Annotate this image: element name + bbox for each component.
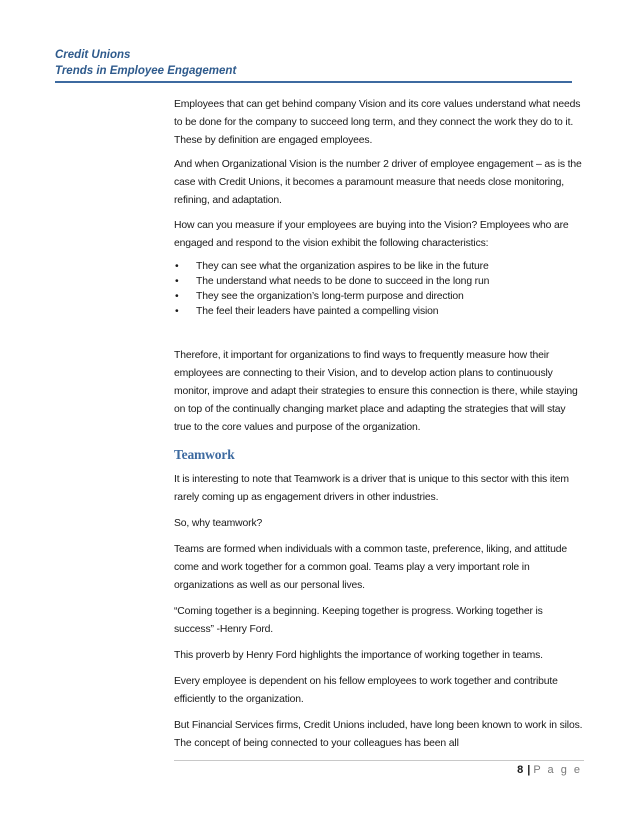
paragraph-quote: “Coming together is a beginning. Keeping together is progress. Working together is success” -Henry Ford. xyxy=(174,606,543,635)
page-body xyxy=(174,96,584,753)
page-number: 8 xyxy=(517,764,524,776)
page-label: P a g e xyxy=(533,764,582,776)
paragraph-therefore: Therefore, it important for organizations to find ways to frequently measure how their employees are connecting to their Vision, and to develop action plans to continuously monitor, improve and adapt their strategies to ensure this connection is there, while staying on top of the continually changing market place and adapting the strategies that will stay true to the core values and purpose of the organization. xyxy=(174,350,578,433)
header-divider xyxy=(55,81,572,83)
characteristics-list xyxy=(174,259,584,319)
footer-divider xyxy=(174,760,584,761)
list-item: • They see the organization’s long-term purpose and direction xyxy=(175,291,464,302)
paragraph-teamwork-unique: It is interesting to note that Teamwork is a driver that is unique to this sector with this item rarely coming up as engagement drivers in other industries. xyxy=(174,474,569,503)
header-line-2: Trends in Employee Engagement xyxy=(55,65,237,77)
paragraph-teams-formed: Teams are formed when individuals with a common taste, preference, liking, and attitude come and work together for a common goal. Teams play a very important role in organizations as well as our personal lives. xyxy=(174,544,567,591)
list-item: • The understand what needs to be done to succeed in the long run xyxy=(175,276,490,287)
bullet-icon: • xyxy=(175,291,179,302)
list-item: • They can see what the organization aspires to be like in the future xyxy=(175,261,489,272)
bullet-icon: • xyxy=(175,306,179,317)
bullet-icon: • xyxy=(175,276,179,287)
section-heading-teamwork: Teamwork xyxy=(174,447,235,462)
paragraph-silos: But Financial Services firms, Credit Unions included, have long been known to work in silos. The concept of being connected to your colleagues has been all xyxy=(174,720,583,749)
paragraph-why-teamwork: So, why teamwork? xyxy=(174,518,263,529)
paragraph-proverb: This proverb by Henry Ford highlights the importance of working together in teams. xyxy=(174,650,543,661)
bullet-icon: • xyxy=(175,261,179,272)
document-header xyxy=(55,47,236,79)
paragraph-organizational-vision: And when Organizational Vision is the number 2 driver of employee engagement – as is the case with Credit Unions, it becomes a paramount measure that needs close monitoring, refining, and adaptation. xyxy=(174,159,582,206)
page-separator: | xyxy=(527,764,531,776)
paragraph-engaged-employees: Employees that can get behind company Vision and its core values understand what needs to be done for the company to succeed long term, and they connect the work they do to it. These by definition are engaged employees. xyxy=(174,99,581,146)
paragraph-every-employee: Every employee is dependent on his fellow employees to work together and contribute efficiently to the organization. xyxy=(174,676,558,705)
list-item: • The feel their leaders have painted a compelling vision xyxy=(175,306,439,317)
header-line-1: Credit Unions xyxy=(55,49,131,61)
paragraph-measure-vision: How can you measure if your employees are buying into the Vision? Employees who are engaged and respond to the vision exhibit the following characteristics: xyxy=(174,220,569,249)
page-footer xyxy=(517,764,582,776)
